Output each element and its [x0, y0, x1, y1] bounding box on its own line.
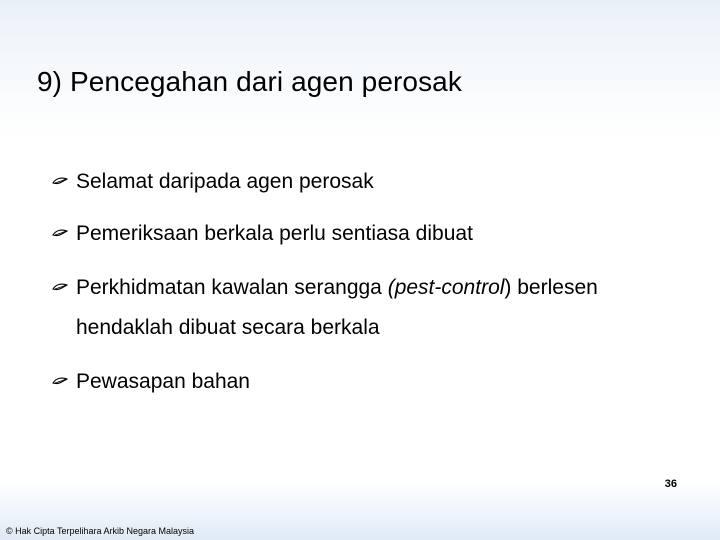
bullet-text: Pemeriksaan berkala perlu sentiasa dibuat — [76, 222, 473, 245]
bullet-text: Selamat daripada agen perosak — [76, 170, 374, 193]
bullet-item — [52, 366, 692, 398]
bullet-text: Pewasapan bahan — [76, 370, 250, 393]
bullet-item — [52, 166, 692, 198]
leaf-bullet-icon — [52, 166, 70, 198]
leaf-bullet-icon — [52, 218, 70, 250]
page-number: 36 — [664, 478, 677, 490]
bullet-item — [52, 218, 692, 250]
bullet-text-start: Perkhidmatan kawalan serangga — [76, 276, 388, 299]
copyright-footer: © Hak Cipta Terpelihara Arkib Negara Malaysia — [6, 526, 195, 536]
bullet-item — [52, 268, 692, 348]
leaf-bullet-icon — [52, 366, 70, 398]
leaf-bullet-icon — [52, 272, 70, 304]
bullet-text-end: ) berlesen hendaklah dibuat secara berkala — [76, 276, 598, 339]
bullet-text-italic: (pest-control — [387, 276, 505, 299]
bullet-list — [52, 166, 692, 418]
slide-title: 9) Pencegahan dari agen perosak — [37, 66, 462, 97]
